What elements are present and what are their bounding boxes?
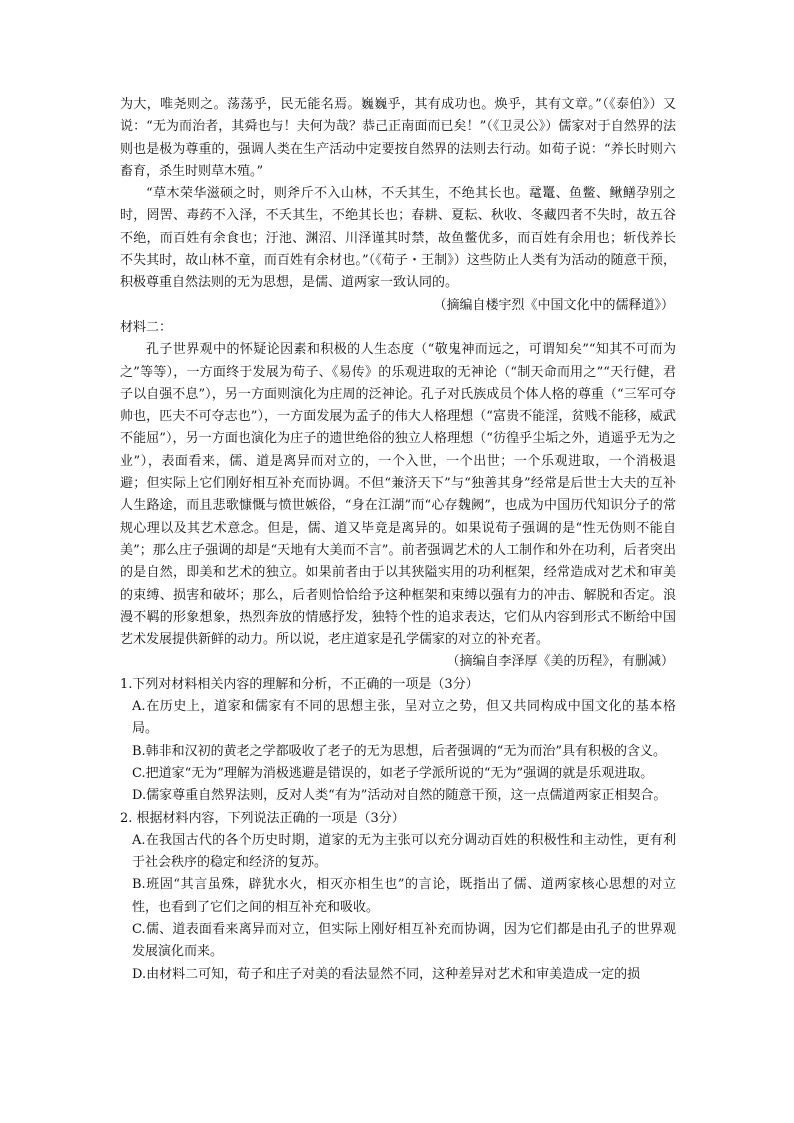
question-1-option-a: A.在历史上，道家和儒家有不同的思想主张，呈对立之势，但又共同构成中国文化的基本格局。: [132, 699, 676, 737]
question-1-option-c: C.把道家“无为”理解为消极逃避是错误的，如老子学派所说的“无为”强调的就是乐观进取。: [132, 765, 654, 781]
material2-paragraph-1: 孔子世界观中的怀疑论因素和积极的人生态度（“敬鬼神而远之，可谓知矣”“知其不可而为之”等等），一方面终于发展为荀子、《易传》的乐观进取的无神论（“制天命而用之”“天行健，君子以自强不息”），另一方面则演化为庄周的泛神论。孔子对氏族成员个体人格的尊重（“三军可夺帅也，匹夫不可夺志也”），一方面发展为孟子的伟大人格理想（“富贵不能淫，贫贱不能移，威武不能屈”），另一方面也演化为庄子的遗世绝俗的独立人格理想（“彷徨乎尘垢之外，逍遥乎无为之业”），表面看来，儒、道是离异而对立的，一个入世，一个出世；一个乐观进取，一个消极退避；但实际上它们刚好相互补充而协调。不但“兼济天下”与“独善其身”经常是后世士大夫的互补人生路途，而且悲歌慷慨与愤世嫉俗，“身在江湖”而“心存魏阙”，也成为中国历代知识分子的常规心理以及其艺术意念。但是，儒、道又毕竟是离异的。如果说荀子强调的是“性无伪则不能自美”；那么庄子强调的却是“天地有大美而不言”。前者强调艺术的人工制作和外在功利，后者突出的是自然，即美和艺术的独立。如果前者由于以其狭隘实用的功利框架，经常造成对艺术和审美的束缚、损害和破坏；那么，后者则恰恰给予这种框架和束缚以强有力的冲击、解脱和否定。浪漫不羁的形象想象，热烈奔放的情感抒发，独特个性的追求表达，它们从内容到形式不断给中国艺术发展提供新鲜的动力。所以说，老庄道家是孔学儒家的对立的补充者。: [120, 342, 676, 648]
question-2-option-b: B.班固“其言虽殊，辟犹水火，相灭亦相生也”的言论，既指出了儒、道两家核心思想的对立性，也看到了它们之间的相互补充和吸收。: [132, 877, 676, 915]
question-1-option-b: B.韩非和汉初的黄老之学都吸收了老子的无为思想，后者强调的“无为而治”具有积极的含义。: [132, 743, 666, 759]
question-2-option-c: C.儒、道表面看来离异而对立，但实际上刚好相互补充而协调，因为它们都是由孔子的世界观发展演化而来。: [132, 921, 676, 960]
question-2-stem: 2. 根据材料内容，下列说法正确的一项是（3分）: [120, 810, 405, 826]
question-1-stem: 1.下列对材料相关内容的理解和分析，不正确的一项是（3分）: [120, 676, 479, 692]
material1-paragraph-1: 为大，唯尧则之。荡荡乎，民无能名焉。巍巍乎，其有成功也。焕乎，其有文章。”（《泰伯》）又说：“无为而治者，其舜也与！夫何为哉？恭己正南面而已矣！”（《卫灵公》）儒家对于自然界的法则也是极为尊重的，强调人类在生产活动中定要按自然界的法则去行动。如荀子说：“养长时则六畜育，杀生时则草木殖。”: [120, 97, 676, 179]
question-1-option-d: D.儒家尊重自然界法则，反对人类“有为”活动对自然的随意干预，这一点儒道两家正相契合。: [132, 788, 667, 804]
material1-source: （摘编自楼宇烈《中国文化中的儒释道》）: [433, 297, 674, 313]
material2-label: 材料二：: [120, 319, 173, 335]
question-2-option-d: D.由材料二可知，荀子和庄子对美的看法显然不同，这种差异对艺术和审美造成一定的损: [132, 966, 641, 982]
question-2-option-a: A.在我国古代的各个历史时期，道家的无为主张可以充分调动百姓的积极性和主动性，更有利于社会秩序的稳定和经济的复苏。: [132, 832, 676, 871]
material1-paragraph-2: “草木荣华滋硕之时，则斧斤不入山林，不夭其生，不绝其长也。鼋鼍、鱼鳖、鳅鳝孕别之时，罔罟、毒药不入泽，不夭其生，不绝其长也；春耕、夏耘、秋收、冬藏四者不失时，故五谷不绝，而百姓有余食也；汙池、渊沼、川泽谨其时禁，故鱼鳖优多，而百姓有余用也；斩伐养长不失其时，故山林不童，而百姓有余材也。”（《荀子・王制》）这些防止人类有为活动的随意干预，积极尊重自然法则的无为思想，是儒、道两家一致认同的。: [120, 186, 676, 291]
document-page: [120, 94, 676, 986]
material2-source: （摘编自李泽厚《美的历程》，有删减）: [446, 654, 674, 670]
